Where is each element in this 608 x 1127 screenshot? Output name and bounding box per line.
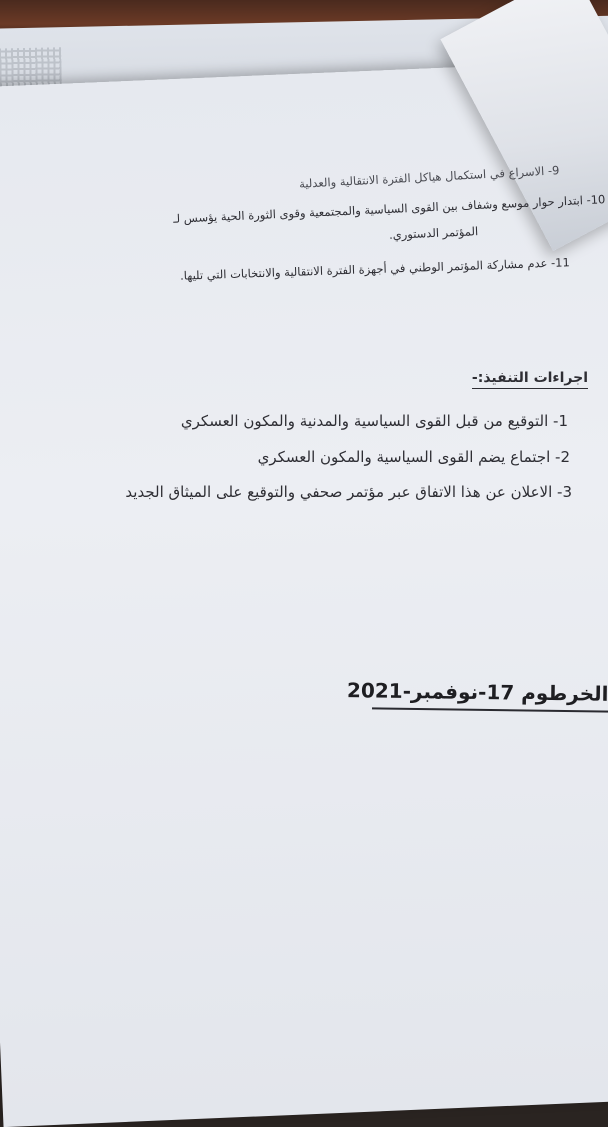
procedure-3: 3- الاعلان عن هذا الاتفاق عبر مؤتمر صحفي والتوقيع على الميثاق الجديد [125,483,572,501]
procedures-heading: اجراءات التنفيذ:- [472,370,588,389]
item-9: 9- الاسراع في استكمال هياكل الفترة الانتقالية والعدلية [299,163,561,191]
procedure-1: 1- التوقيع من قبل القوى السياسية والمدنية والمكون العسكري [180,412,568,430]
item-10-continuation: المؤتمر الدستوري. [388,224,479,242]
date-underline [372,707,608,712]
item-11: 11- عدم مشاركة المؤتمر الوطني في أجهزة الفترة الانتقالية والانتخابات التي تليها. [179,255,571,283]
item-10: 10- ابتدار حوار موسع وشفاف بين القوى السياسية والمجتمعية وقوى الثورة الحية يؤسس لـ [173,192,607,226]
procedure-2: 2- اجتماع يضم القوى السياسية والمكون العسكري [257,448,570,466]
document-date: الخرطوم 17-نوفمبر-2021 [346,678,608,706]
